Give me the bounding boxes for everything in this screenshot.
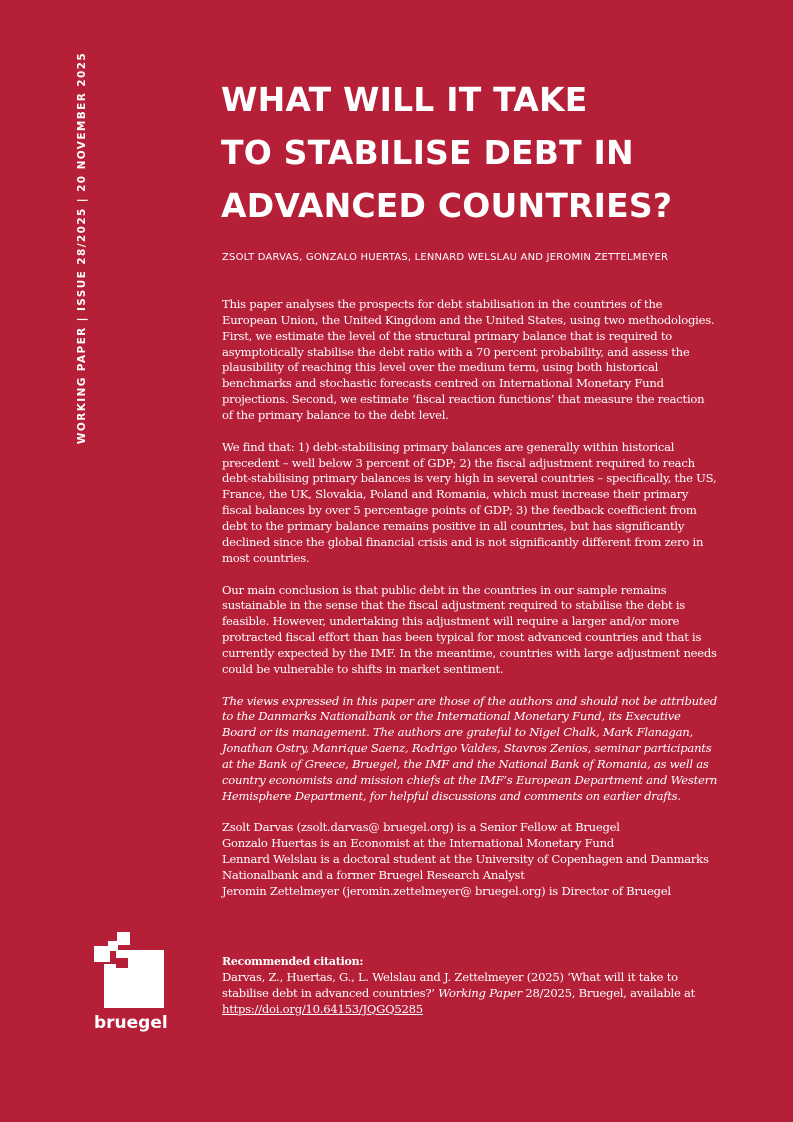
author-bios bbox=[222, 820, 718, 899]
citation-doi-link[interactable]: https://doi.org/10.64153/JQGQ5285 bbox=[222, 1001, 423, 1016]
bio-line: Gonzalo Huertas is an Economist at the International Monetary Fund bbox=[222, 836, 615, 851]
recommended-citation bbox=[222, 954, 718, 1017]
abstract-paragraph-1: This paper analyses the prospects for debt stabilisation in the countries of the European Union, the United Kingdom and the United States, using two methodologies. First, we estimate the level of the structural primary balance that is required to asymptotically stabilise the debt ratio with a 70 percent probability, and assess the plausibility of reaching this level over the medium term, using both historical benchmarks and stochastic forecasts centred on International Monetary Fund projections. Second, we estimate ‘fiscal reaction functions’ that measure the reaction of the primary balance to the debt level. bbox=[222, 297, 715, 422]
bruegel-logo[interactable] bbox=[92, 932, 172, 1033]
bio-line: Lennard Welslau is a doctoral student at the University of Copenhagen and Danmarks bbox=[222, 852, 709, 867]
citation-text-middle: 28/2025, Bruegel, available at bbox=[521, 985, 696, 1000]
citation-journal: Working Paper bbox=[438, 985, 522, 1000]
bio-line: Nationalbank and a former Bruegel Research Analyst bbox=[222, 868, 525, 882]
paper-title bbox=[221, 73, 741, 232]
abstract-paragraph-3: Our main conclusion is that public debt in the countries in our sample remains sustainable in the sense that the fiscal adjustment required to stabilise the debt is feasible. However, undertaking this adjustment will require a larger and/or more protracted fiscal effort than has been typical for most advanced countries and that is currently expected by the IMF. In the meantime, countries with large adjustment needs could be vulnerable to shifts in market sentiment. bbox=[222, 582, 717, 676]
bio-line: Zsolt Darvas (zsolt.darvas@ bruegel.org) is a Senior Fellow at Bruegel bbox=[222, 820, 620, 835]
author-list: ZSOLT DARVAS, GONZALO HUERTAS, LENNARD WELSLAU AND JEROMIN ZETTELMEYER bbox=[222, 252, 669, 263]
title-line-2: TO STABILISE DEBT IN bbox=[221, 133, 634, 172]
abstract-paragraph-2: We find that: 1) debt-stabilising primary balances are generally within historical precedent – well below 3 percent of GDP; 2) the fiscal adjustment required to reach debt-stabilising primary balances is very high in several countries – specifically, the US, France, the UK, Slovakia, Poland and Romania, which must increase their primary fiscal balances by over 5 percentage points of GDP; 3) the feedback coefficient from debt to the primary balance remains positive in all countries, but has significantly declined since the global financial crisis and is not significantly different from zero in most countries. bbox=[222, 439, 717, 565]
citation-text bbox=[222, 970, 718, 1018]
bio-line: Jeromin Zettelmeyer (jeromin.zettelmeyer@ bruegel.org) is Director of Bruegel bbox=[222, 883, 671, 898]
citation-text-start: Darvas, Z., Huertas, G., L. Welslau and J. Zettelmeyer (2025) ‘What will it take to stabilise debt in advanced countries?’ bbox=[222, 969, 678, 1000]
acknowledgement: The views expressed in this paper are those of the authors and should not be attributed to the Danmarks Nationalbank or the International Monetary Fund, its Executive Board or its management. The authors are grateful to Nigel Chalk, Mark Flanagan, Jonathan Ostry, Manrique Saenz, Rodrigo Valdes, Stavros Zenios, seminar participants at the Bank of Greece, Bruegel, the IMF and the National Bank of Romania, as well as country economists and mission chiefs at the IMF’s European Department and Western Hemisphere Department, for helpful discussions and comments on earlier drafts. bbox=[222, 693, 718, 803]
bruegel-logo-mark bbox=[92, 932, 166, 1008]
issue-sidebar bbox=[74, 51, 90, 445]
citation-heading: Recommended citation: bbox=[222, 955, 364, 968]
abstract bbox=[222, 297, 718, 900]
title-line-3: ADVANCED COUNTRIES? bbox=[221, 186, 673, 225]
bruegel-wordmark: bruegel bbox=[94, 1013, 168, 1033]
title-line-1: WHAT WILL IT TAKE bbox=[221, 80, 588, 119]
issue-label: WORKING PAPER | ISSUE 28/2025 | 20 NOVEMBER 2025 bbox=[76, 51, 89, 445]
